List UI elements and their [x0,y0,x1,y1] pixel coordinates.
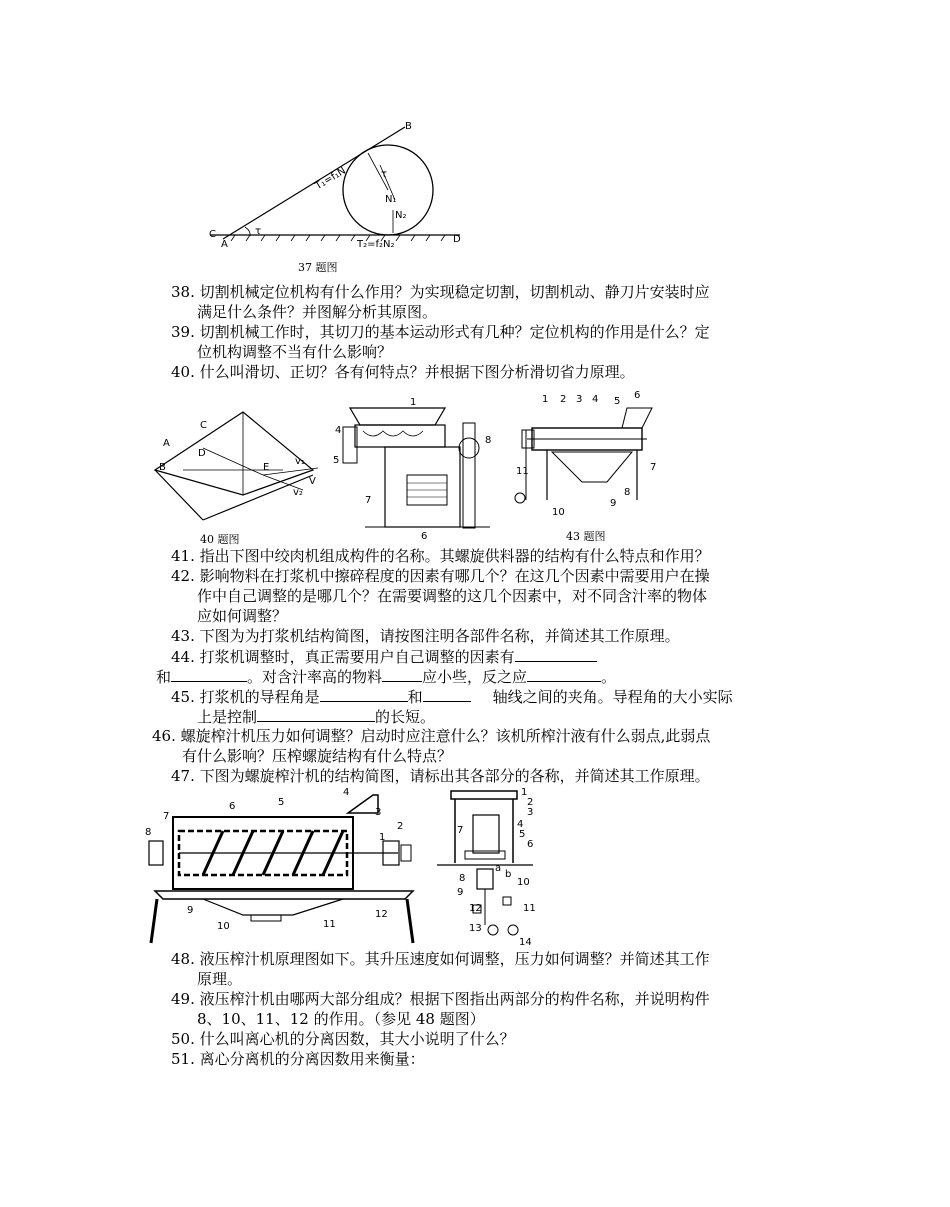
question-38-cont: 满足什么条件？并图解分析其原图。 [197,303,438,321]
question-50-number: 50. [171,1030,195,1048]
question-45-cont [197,706,435,727]
question-50-line-1: 什么叫离心机的分离因数，其大小说明了什么？ [199,1030,515,1048]
fig47-label-10: 10 [217,921,230,932]
fig37-label-tau2: τ [381,169,388,180]
fig47-label-2: 2 [397,821,404,832]
fig37-label-tau: τ [255,226,262,237]
figure-43-caption: 43 题图 [566,530,606,543]
question-46 [152,726,710,746]
fig43-label-6: 6 [634,390,641,401]
fig47-label-1: 1 [379,832,386,843]
question-47-line-1: 下图为螺旋榨汁机的结构简图，请标出其各部分的各称，并简述其工作原理。 [199,767,710,785]
question-42-line-1: 影响物料在打浆机中擦碎程度的因素有哪几个？在这几个因素中需要用户在操 [199,567,710,585]
question-46-line-1: 螺旋榨汁机压力如何调整？启动时应注意什么？该机所榨汁液有什么弱点,此弱点 [180,727,711,745]
figure-40 [143,400,318,540]
question-45-blank-1[interactable] [320,686,408,702]
fig40-label-a: A [163,438,170,449]
question-41-line-1: 指出下图中绞肉机组成构件的名称。其螺旋供料器的结构有什么特点和作用？ [199,547,710,565]
question-46-number: 46. [152,727,176,745]
question-39 [171,322,710,342]
fig43-label-11: 11 [516,466,529,477]
fig37-label-a: A [221,239,228,250]
question-44-blank-4[interactable] [527,666,601,682]
question-45-blank-2[interactable] [423,686,471,702]
fig41-label-5: 5 [333,455,340,466]
question-48 [171,949,710,969]
fig48-label-12: 12 [469,903,482,914]
fig48-label-7: 7 [457,825,464,836]
fig43-label-9: 9 [610,498,617,509]
fig48-label-3: 3 [527,807,534,818]
fig41-label-6: 6 [421,531,428,542]
question-40-line-1: 什么叫滑切、正切？各有何特点？并根据下图分析滑切省力原理。 [199,363,635,381]
question-45-text-c: 轴线之间的夹角。导程角的大小实际 [492,688,733,706]
fig41-label-8: 8 [485,435,492,446]
question-44-text-a: 打浆机调整时，真正需要用户自己调整的因素有 [199,648,515,666]
fig48-label-9: 9 [457,887,464,898]
question-44-text-d: 应小些，反之应 [422,668,528,686]
figure-37-drawing [205,115,465,250]
question-48-cont: 原理。 [197,970,243,988]
figure-48-drawing [433,785,543,947]
figure-37-caption: 37 题图 [298,261,338,274]
fig37-label-n2: N₂ [395,210,407,221]
question-42-cont-2: 应如何调整？ [197,607,288,625]
fig47-label-11: 11 [323,919,336,930]
question-45-text-a: 打浆机的导程角是 [199,688,320,706]
fig48-label-13: 13 [469,923,482,934]
question-45-text-b: 和 [407,688,423,706]
question-40 [171,362,635,382]
figure-43-drawing [512,390,662,530]
fig37-label-c: C [209,229,216,240]
question-44-text-c: 。对含汁率高的物料 [247,668,383,686]
question-45-text-e: 的长短。 [375,708,436,726]
fig37-label-t2: T₂=f₂N₂ [357,239,395,250]
fig48-label-14: 14 [519,937,532,947]
question-40-number: 40. [171,363,195,381]
fig47-label-6: 6 [229,801,236,812]
question-44-blank-3[interactable] [382,666,422,682]
fig48-label-a: a [495,863,502,874]
question-43-number: 43. [171,627,195,645]
question-45-text-d: 上是控制 [197,708,258,726]
figure-47-drawing [143,785,423,947]
fig48-label-2: 2 [527,797,534,808]
figure-41-drawing [325,393,500,543]
question-44-text-b: 和 [156,668,172,686]
fig40-label-v2: v₂ [293,487,303,498]
question-51 [171,1049,425,1069]
fig37-label-b: B [405,121,412,132]
fig40-label-v1: v₁ [295,456,305,467]
figure-43 [512,390,662,530]
question-48-number: 48. [171,950,195,968]
figure-40-caption: 40 题图 [200,533,240,546]
question-49-number: 49. [171,990,195,1008]
question-39-line-1: 切割机械工作时，其切刀的基本运动形式有几种？定位机构的作用是什么？定 [199,323,710,341]
question-43 [171,626,680,646]
fig40-label-v: V [309,476,316,487]
question-49-cont: 8、10、11、12 的作用。（参见 48 题图） [197,1010,485,1028]
fig41-label-1: 1 [410,397,417,408]
question-44-blank-2[interactable] [171,666,247,682]
fig48-label-10: 10 [517,877,530,888]
question-51-line-1: 离心分离机的分离因数用来衡量： [199,1050,425,1068]
figure-40-drawing [143,400,318,540]
question-47-number: 47. [171,767,195,785]
fig41-label-4: 4 [335,425,342,436]
question-41 [171,546,710,566]
question-45-blank-3[interactable] [257,706,375,722]
fig37-label-t1: T₁=f₁N [313,165,348,193]
figure-37 [205,115,465,250]
figure-41 [325,393,500,543]
fig47-label-5: 5 [278,797,285,808]
question-42-number: 42. [171,567,195,585]
fig40-label-b: B [159,462,166,473]
fig47-label-9: 9 [187,905,194,916]
question-44 [171,646,597,667]
fig43-label-1: 1 [542,394,549,405]
question-38-line-1: 切割机械定位机构有什么作用？为实现稳定切割，切割机动、静刀片安装时应 [199,283,710,301]
question-42 [171,566,710,586]
question-44-text-e: 。 [601,668,617,686]
fig47-label-8: 8 [145,827,152,838]
question-38-number: 38. [171,283,195,301]
fig48-label-4: 4 [517,819,524,830]
fig40-label-c: C [200,420,207,431]
fig37-label-d: D [453,234,461,245]
fig47-label-7: 7 [163,811,170,822]
fig41-label-7: 7 [365,495,372,506]
question-51-number: 51. [171,1050,195,1068]
fig43-label-10: 10 [552,507,565,518]
fig43-label-2: 2 [560,394,567,405]
question-38 [171,282,710,302]
fig48-label-1: 1 [521,787,528,798]
question-47 [171,766,710,786]
fig43-label-5: 5 [614,396,621,407]
fig40-label-d: D [198,448,206,459]
question-50 [171,1029,515,1049]
question-42-cont-1: 作中自己调整的是哪几个？在需要调整的这几个因素中，对不同含汁率的物体 [197,587,708,605]
fig48-label-6: 6 [527,839,534,850]
fig48-label-b: b [505,869,512,880]
fig43-label-4: 4 [592,394,599,405]
fig48-label-8: 8 [459,873,466,884]
question-45-number: 45. [171,688,195,706]
fig48-label-11: 11 [523,903,536,914]
figure-47 [143,785,423,947]
question-45 [171,686,733,707]
fig40-label-e: E [263,462,270,473]
fig47-label-3: 3 [375,807,382,818]
fig47-label-4: 4 [343,787,350,798]
fig48-label-5: 5 [519,829,526,840]
fig43-label-3: 3 [576,394,583,405]
fig47-label-12: 12 [375,909,388,920]
question-49-line-1: 液压榨汁机由哪两大部分组成？根据下图指出两部分的构件名称，并说明构件 [199,990,710,1008]
question-44-blank-1[interactable] [515,646,597,662]
fig43-label-8: 8 [624,487,631,498]
question-41-number: 41. [171,547,195,565]
question-44-cont [156,666,616,687]
fig37-label-n1: N₁ [385,194,397,205]
question-43-line-1: 下图为为打浆机结构简图，请按图注明各部件名称，并简述其工作原理。 [199,627,680,645]
question-44-number: 44. [171,648,195,666]
question-48-line-1: 液压榨汁机原理图如下。其升压速度如何调整，压力如何调整？并简述其工作 [199,950,710,968]
question-46-cont: 有什么影响？压榨螺旋结构有什么特点？ [182,747,453,765]
question-39-number: 39. [171,323,195,341]
question-49 [171,989,710,1009]
figure-48 [433,785,543,947]
question-39-cont: 位机构调整不当有什么影响？ [197,343,393,361]
fig43-label-7: 7 [650,462,657,473]
